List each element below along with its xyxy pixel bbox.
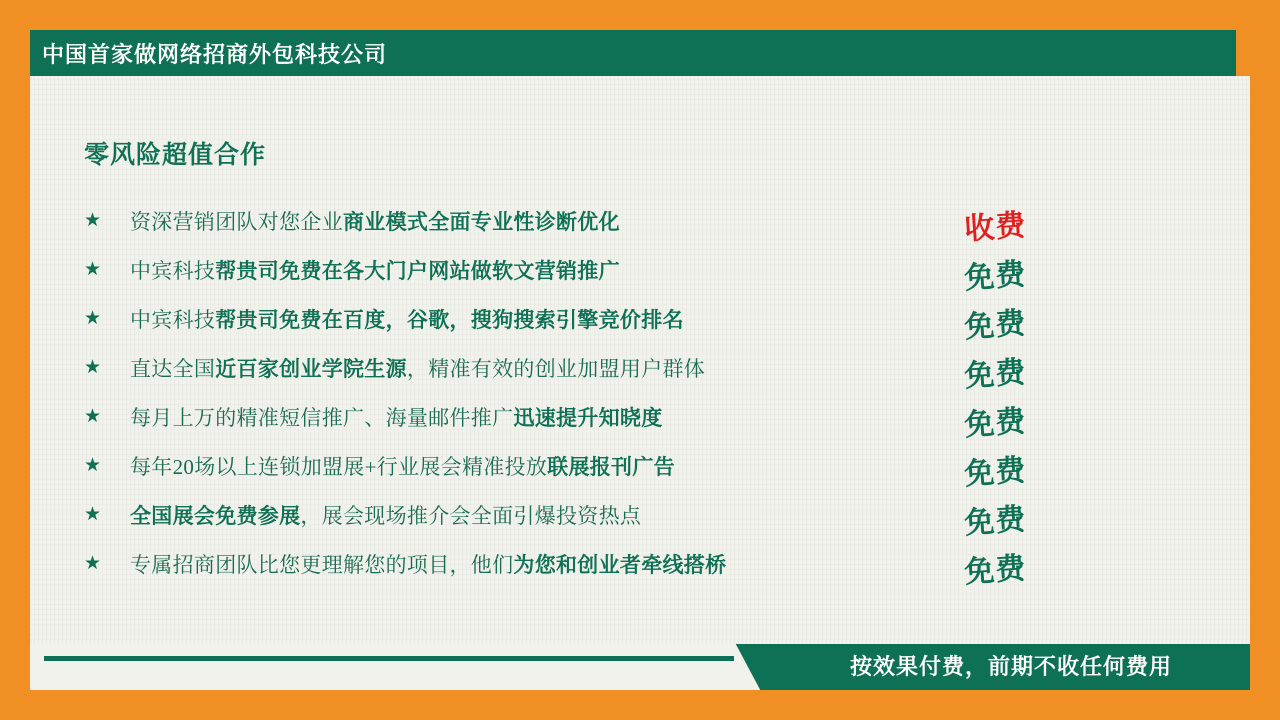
header-title: 中国首家做网络招商外包科技公司: [42, 42, 388, 67]
star-icon: ★: [84, 308, 102, 329]
list-item-text: 专属招商团队比您更理解您的项目，他们为您和创业者牵线搭桥: [130, 552, 727, 577]
list-item-text: 全国展会免费参展，展会现场推介会全面引爆投资热点: [130, 503, 642, 528]
price-badge: 免费: [963, 305, 1028, 345]
list-item-text: 每年20场以上连锁加盟展+行业展会精准投放联展报刊广告: [130, 454, 675, 479]
price-badge: 免费: [963, 550, 1028, 590]
benefit-list: [84, 196, 1134, 588]
star-icon: ★: [84, 406, 102, 427]
list-item-text: 中宾科技帮贵司免费在百度，谷歌，搜狗搜索引擎竞价排名: [130, 307, 684, 332]
list-item: [84, 539, 1134, 588]
star-icon: ★: [84, 210, 102, 231]
price-badge: 收费: [963, 207, 1028, 247]
star-icon: ★: [84, 357, 102, 378]
footer-notch: [30, 644, 730, 690]
price-badge: 免费: [963, 452, 1028, 492]
price-badge: 免费: [963, 354, 1028, 394]
header-bar-notch: [1236, 30, 1250, 76]
list-item: [84, 441, 1134, 490]
list-item-text: 中宾科技帮贵司免费在各大门户网站做软文营销推广: [130, 258, 620, 283]
list-item: [84, 294, 1134, 343]
list-item: [84, 490, 1134, 539]
section-title: 零风险超值合作: [84, 141, 267, 169]
list-item: [84, 392, 1134, 441]
footer-text: 按效果付费，前期不收任何费用: [850, 654, 1173, 679]
footer-accent-line: [44, 656, 734, 661]
list-item: [84, 343, 1134, 392]
list-item-text: 资深营销团队对您企业商业模式全面专业性诊断优化: [130, 209, 620, 234]
star-icon: ★: [84, 455, 102, 476]
header-underline-angle: [538, 70, 563, 76]
list-item: [84, 196, 1134, 245]
list-item: [84, 245, 1134, 294]
price-badge: 免费: [963, 403, 1028, 443]
star-icon: ★: [84, 504, 102, 525]
list-item-text: 直达全国近百家创业学院生源，精准有效的创业加盟用户群体: [130, 356, 706, 381]
star-icon: ★: [84, 553, 102, 574]
star-icon: ★: [84, 259, 102, 280]
price-badge: 免费: [963, 501, 1028, 541]
price-badge: 免费: [963, 256, 1028, 296]
list-item-text: 每月上万的精准短信推广、海量邮件推广迅速提升知晓度: [130, 405, 663, 430]
